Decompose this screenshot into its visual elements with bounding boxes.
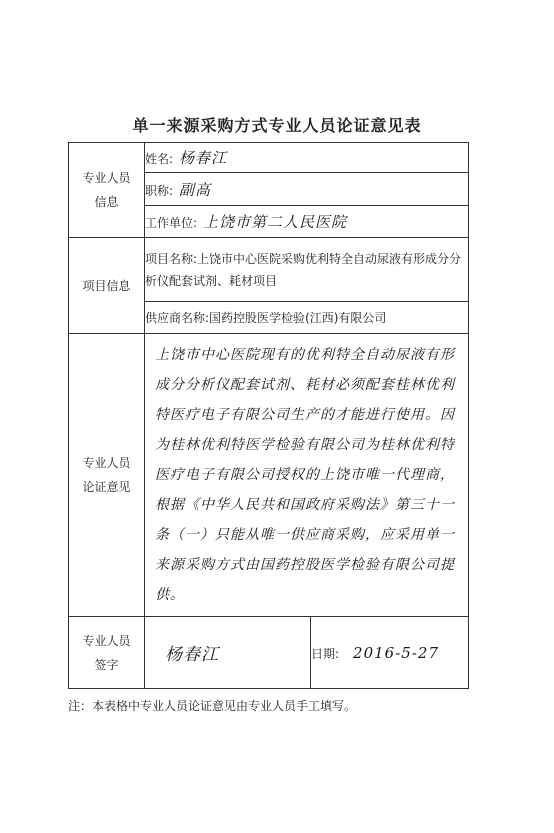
form-title: 单一来源采购方式专业人员论证意见表 — [132, 116, 422, 135]
project-name-row — [145, 238, 469, 302]
personnel-info-label: 专业人员信息 — [82, 171, 131, 209]
signature-cell — [145, 617, 311, 689]
signature-label: 专业人员签字 — [82, 633, 131, 672]
footnote: 注：本表格中专业人员论证意见由专业人员手工填写。 — [68, 699, 357, 713]
supplier-row — [145, 302, 469, 334]
opinion-category — [69, 334, 145, 617]
signature-value: 杨春江 — [165, 645, 219, 665]
unit-label: 工作单位: — [145, 216, 198, 230]
unit-row — [145, 206, 469, 238]
supplier-value: 国药控股医学检验(江西)有限公司 — [209, 311, 387, 325]
date-label: 日期: — [311, 646, 340, 661]
date-cell — [311, 617, 469, 689]
personnel-info-category — [69, 143, 145, 238]
opinion-label: 专业人员论证意见 — [82, 456, 131, 494]
supplier-label: 供应商名称: — [145, 311, 210, 325]
date-value: 2016-5-27 — [353, 643, 439, 662]
unit-value: 上饶市第二人民医院 — [203, 213, 348, 231]
opinion-text: 上饶市中心医院现有的优利特全自动尿液有形成分分析仪配套试剂、耗材必须配套桂林优利特医疗电子有限公司生产的才能进行使用。因为桂林优利特医学检验有限公司为桂林优利特医疗电子有限公司授权的上饶市唯一代理商，根据《中华人民共和国政府采购法》第三十一条（一）只能从唯一供应商采购，应采用单一来源采购方式由国药控股医学检验有限公司提供。 — [155, 347, 455, 603]
project-name-value: 上饶市中心医院采购优利特全自动尿液有形成分分析仪配套试剂、耗材项目 — [145, 251, 462, 288]
title-label: 职称: — [145, 183, 174, 198]
name-label: 姓名: — [145, 152, 174, 166]
opinion-cell — [145, 334, 469, 617]
name-row — [145, 143, 469, 173]
signature-category — [69, 617, 145, 689]
name-value: 杨春江 — [179, 149, 228, 167]
title-value: 副高 — [179, 180, 212, 199]
title-row — [145, 173, 469, 206]
opinion-form-table — [68, 142, 469, 689]
project-info-category: 项目信息 — [69, 238, 145, 334]
project-name-label: 项目名称: — [145, 251, 198, 266]
